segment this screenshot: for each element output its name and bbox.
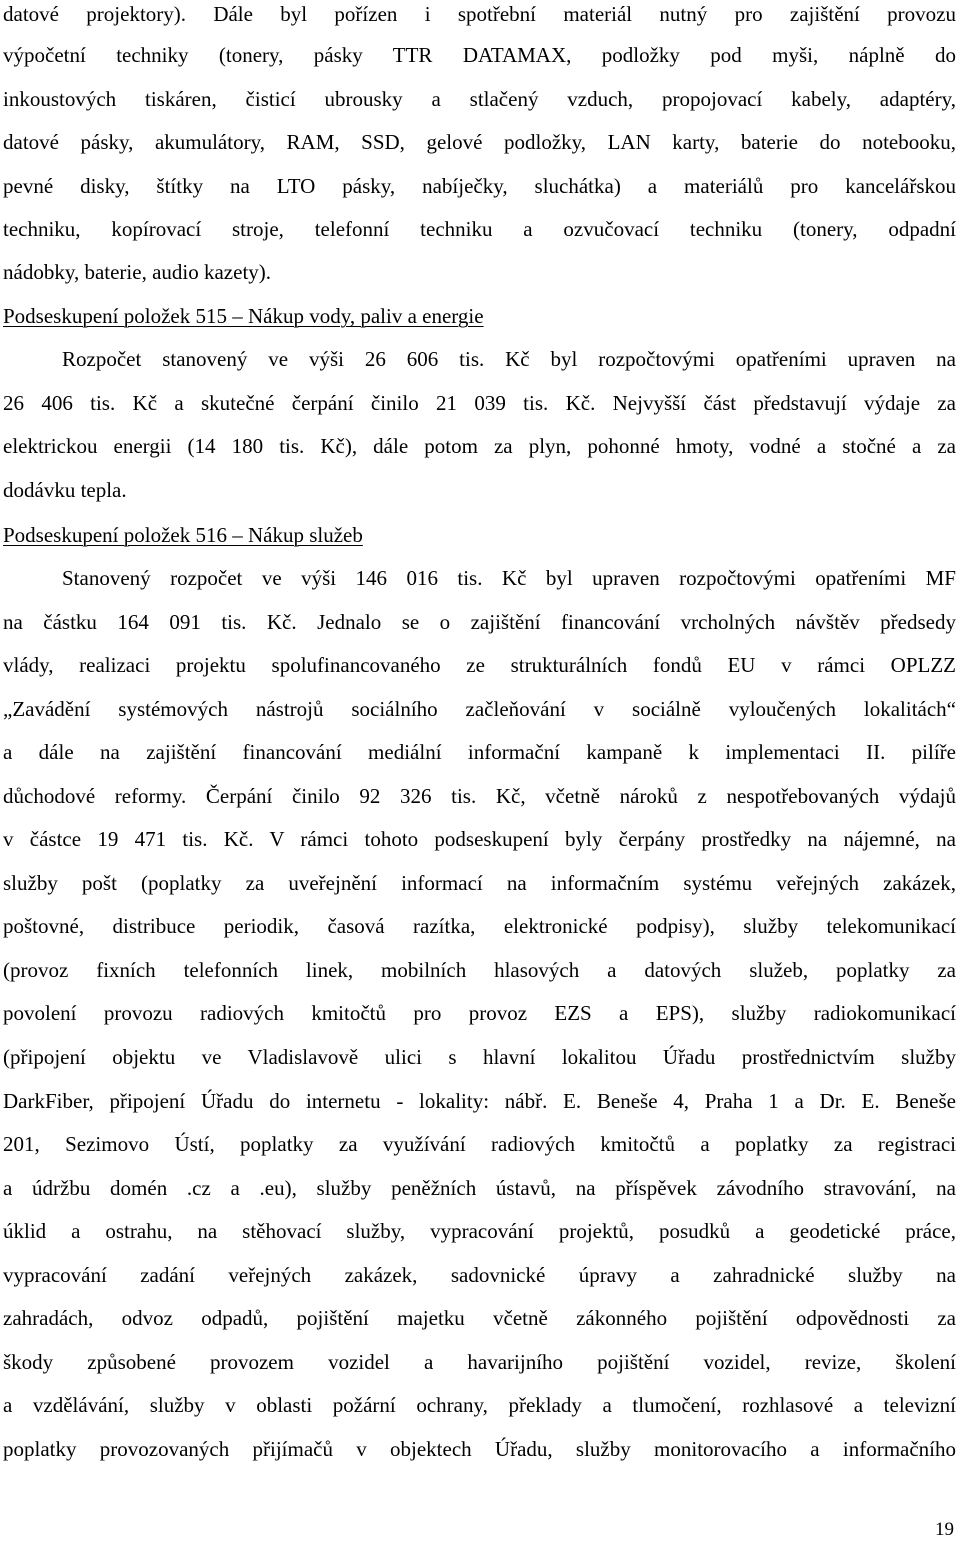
paragraph-line: poplatky provozovaných přijímačů v objektech Úřadu, služby monitorovacího a informačního xyxy=(3,1437,956,1461)
paragraph-line: „Zavádění systémových nástrojů sociálního začleňování v sociálně vyloučených lokalitách“ xyxy=(3,697,956,721)
paragraph-line: inkoustových tiskáren, čisticí ubrousky a stlačený vzduch, propojovací kabely, adaptéry, xyxy=(3,87,956,111)
paragraph-line: v částce 19 471 tis. Kč. V rámci tohoto podseskupení byly čerpány prostředky na nájemné, na xyxy=(3,827,956,851)
paragraph-line: 26 406 tis. Kč a skutečné čerpání činilo 21 039 tis. Kč. Nejvyšší část představují výdaje za xyxy=(3,391,956,415)
paragraph-line: pevné disky, štítky na LTO pásky, nabíječky, sluchátka) a materiálů pro kancelářskou xyxy=(3,174,956,198)
paragraph-line: dodávku tepla. xyxy=(3,478,127,502)
page-number: 19 xyxy=(935,1519,954,1540)
paragraph-line: a vzdělávání, služby v oblasti požární ochrany, překlady a tlumočení, rozhlasové a televizní xyxy=(3,1393,956,1417)
paragraph-line: povolení provozu radiových kmitočtů pro provoz EZS a EPS), služby radiokomunikací xyxy=(3,1001,956,1025)
paragraph-line: a dále na zajištění financování mediální informační kampaně k implementaci II. pilíře xyxy=(3,740,956,764)
paragraph-line: Rozpočet stanovený ve výši 26 606 tis. Kč byl rozpočtovými opatřeními upraven na xyxy=(62,347,956,371)
paragraph-line: vypracování zadání veřejných zakázek, sadovnické úpravy a zahradnické služby na xyxy=(3,1263,956,1287)
paragraph-line: služby pošt (poplatky za uveřejnění informací na informačním systému veřejných zakázek, xyxy=(3,871,956,895)
paragraph-line: důchodové reformy. Čerpání činilo 92 326 tis. Kč, včetně nároků z nespotřebovaných výdajů xyxy=(3,784,956,808)
paragraph-line: a údržbu domén .cz a .eu), služby peněžních ústavů, na příspěvek závodního stravování, na xyxy=(3,1176,956,1200)
paragraph-line: 201, Sezimovo Ústí, poplatky za využívání radiových kmitočtů a poplatky za registraci xyxy=(3,1132,956,1156)
paragraph-line: nádobky, baterie, audio kazety). xyxy=(3,260,272,284)
paragraph-line: datové pásky, akumulátory, RAM, SSD, gelové podložky, LAN karty, baterie do notebooku, xyxy=(3,130,956,154)
section-heading-515: Podseskupení položek 515 – Nákup vody, paliv a energie xyxy=(3,304,484,328)
paragraph-line: (připojení objektu ve Vladislavově ulici s hlavní lokalitou Úřadu prostřednictvím služby xyxy=(3,1045,956,1069)
paragraph-line: poštovné, distribuce periodik, časová razítka, elektronické podpisy), služby telekomunikací xyxy=(3,914,956,938)
paragraph-line: škody způsobené provozem vozidel a havarijního pojištění vozidel, revize, školení xyxy=(3,1350,956,1374)
paragraph-line: (provoz fixních telefonních linek, mobilních hlasových a datových služeb, poplatky za xyxy=(3,958,956,982)
paragraph-line: vlády, realizaci projektu spolufinancovaného ze strukturálních fondů EU v rámci OPLZZ xyxy=(3,653,956,677)
paragraph-line: zahradách, odvoz odpadů, pojištění majetku včetně zákonného pojištění odpovědnosti za xyxy=(3,1306,956,1330)
paragraph-line: úklid a ostrahu, na stěhovací služby, vypracování projektů, posudků a geodetické práce, xyxy=(3,1219,956,1243)
paragraph-line: výpočetní techniky (tonery, pásky TTR DATAMAX, podložky pod myši, náplně do xyxy=(3,43,956,67)
paragraph-line: Stanovený rozpočet ve výši 146 016 tis. Kč byl upraven rozpočtovými opatřeními MF xyxy=(62,566,956,590)
paragraph-line: DarkFiber, připojení Úřadu do internetu - lokality: nábř. E. Beneše 4, Praha 1 a Dr. E. Beneše xyxy=(3,1089,956,1113)
paragraph-line: na částku 164 091 tis. Kč. Jednalo se o zajištění financování vrcholných návštěv předsedy xyxy=(3,610,956,634)
section-heading-516: Podseskupení položek 516 – Nákup služeb xyxy=(3,523,363,547)
paragraph-line: elektrickou energii (14 180 tis. Kč), dále potom za plyn, pohonné hmoty, vodné a stočné a za xyxy=(3,434,956,458)
paragraph-line: datové projektory). Dále byl pořízen i spotřební materiál nutný pro zajištění provozu xyxy=(3,2,956,26)
paragraph-line: techniku, kopírovací stroje, telefonní techniku a ozvučovací techniku (tonery, odpadní xyxy=(3,217,956,241)
